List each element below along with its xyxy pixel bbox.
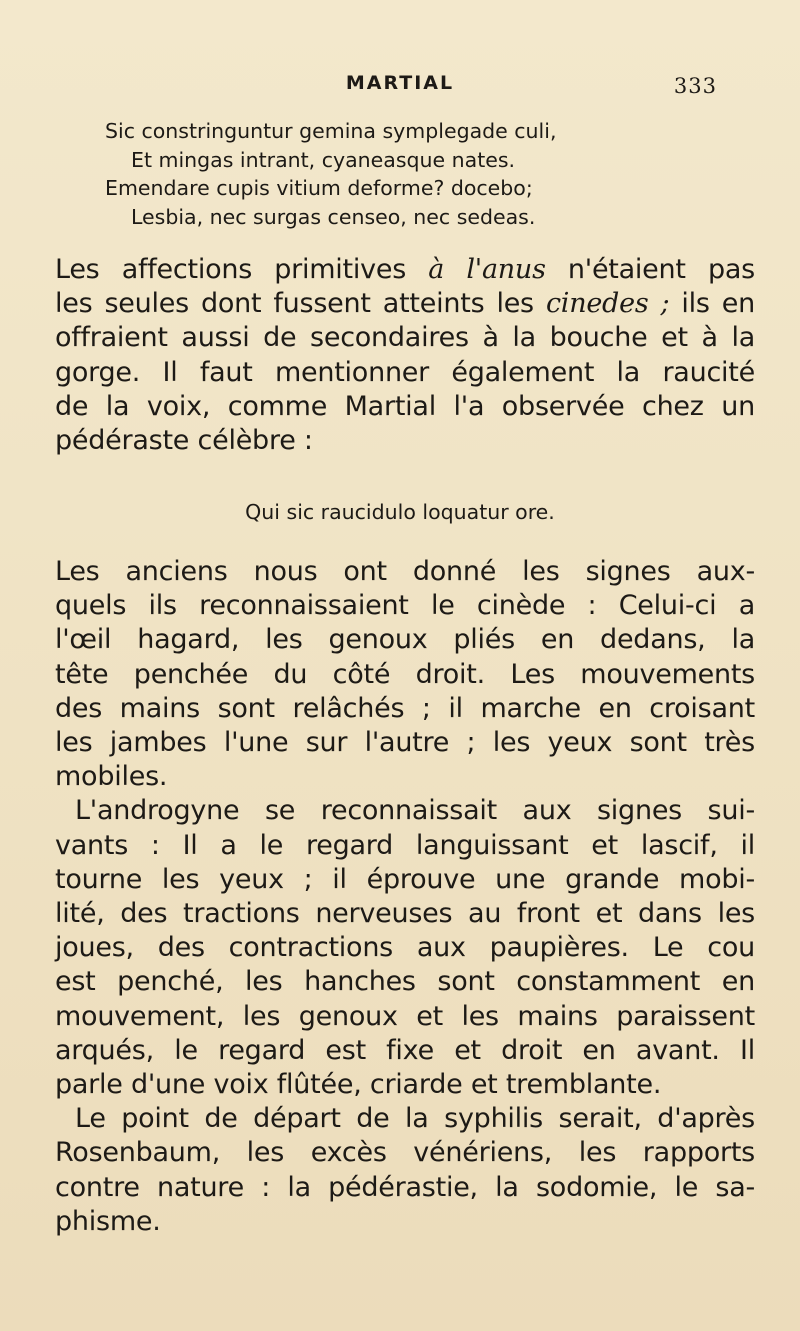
text-line: des mains sont relâchés ; il marche en croisant (55, 692, 755, 724)
text-line: phisme. (55, 1205, 161, 1237)
page-number: 333 (673, 74, 717, 98)
text-line: parle d'une voix flûtée, criarde et tremblante. (55, 1069, 662, 1101)
latin-verse (105, 117, 745, 231)
verse-line: Et mingas intrant, cyaneasque nates. (131, 147, 516, 172)
text-line: L'androgyne se reconnaissait aux signes sui- (75, 795, 755, 827)
text-span: les seules dont fussent atteints les (55, 288, 546, 320)
text-span: Les affections primitives (55, 254, 429, 285)
verse-line: Emendare cupis vitium deforme? docebo; (105, 176, 533, 200)
text-line: gorge. Il faut mentionner également la raucité (55, 356, 755, 388)
text-line: de la voix, comme Martial l'a observée chez un (55, 390, 755, 422)
text-line: Les anciens nous ont donné les signes aux- (55, 556, 755, 587)
text-line: les jambes l'une sur l'autre ; les yeux sont très (55, 727, 755, 759)
running-title: MARTIAL (345, 72, 455, 94)
text-line: est penché, les hanches sont constamment en (55, 966, 755, 998)
text-line: mobiles. (55, 761, 168, 793)
main-text (55, 555, 755, 1239)
italic-text: à l'anus (428, 254, 546, 285)
text-line: pédéraste célèbre : (55, 425, 313, 457)
text-line: vants : Il a le regard languissant et lascif, il (55, 829, 755, 861)
latin-quote: Qui sic raucidulo loquatur ore. (245, 500, 555, 524)
text-line: mouvement, les genoux et les mains paraissent (55, 1000, 755, 1032)
text-line: contre nature : la pédérastie, la sodomie, le sa- (55, 1171, 755, 1203)
text-span: n'étaient pas (545, 254, 755, 285)
text-line: Rosenbaum, les excès vénériens, les rapports (55, 1137, 755, 1169)
running-head (0, 72, 800, 102)
verse-line: Sic constringuntur gemina symplegade culi, (105, 119, 557, 143)
text-line: quels ils reconnaissaient le cinède : Celui-ci a (55, 590, 755, 622)
text-line: joues, des contractions aux paupières. Le cou (55, 932, 755, 964)
text-line: l'œil hagard, les genoux pliés en dedans, la (55, 624, 755, 656)
text-line: lité, des tractions nerveuses au front et dans les (55, 898, 755, 930)
text-span: ils en (669, 288, 756, 320)
text-line (55, 287, 755, 321)
text-line: tourne les yeux ; il éprouve une grande mobi- (55, 863, 755, 895)
text-line: offraient aussi de secondaires à la bouche et à la (55, 322, 755, 354)
text-line: tête penchée du côté droit. Les mouvements (55, 658, 755, 690)
italic-text: cinedes ; (545, 288, 670, 320)
paragraph-1 (55, 253, 755, 458)
text-line (55, 253, 755, 287)
text-line: arqués, le regard est fixe et droit en avant. Il (55, 1034, 755, 1066)
verse-line: Lesbia, nec surgas censeo, nec sedeas. (131, 204, 536, 229)
text-line: Le point de départ de la syphilis serait, d'après (75, 1103, 755, 1135)
